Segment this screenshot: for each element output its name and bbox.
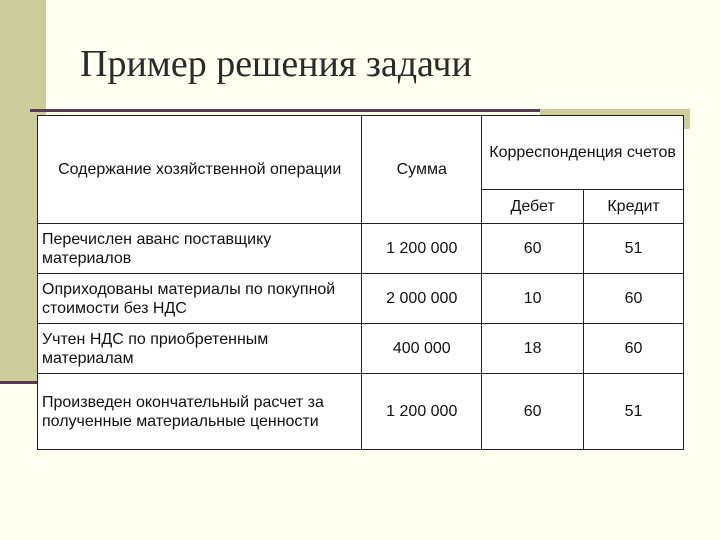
row-operation: Учтен НДС по приобретенным материалам (38, 324, 362, 374)
row-debit: 18 (482, 324, 584, 374)
header-operation: Содержание хозяйственной операции (38, 116, 362, 224)
row-sum: 2 000 000 (362, 274, 482, 324)
row-debit: 10 (482, 274, 584, 324)
table-row (38, 374, 684, 450)
row-operation: Произведен окончательный расчет за полученные материальные ценности (38, 374, 362, 450)
table-row (38, 274, 684, 324)
row-sum: 1 200 000 (362, 224, 482, 274)
row-credit: 60 (584, 324, 684, 374)
table-row (38, 224, 684, 274)
row-debit: 60 (482, 224, 584, 274)
header-credit: Кредит (584, 190, 684, 224)
row-debit: 60 (482, 374, 584, 450)
row-operation: Оприходованы материалы по покупной стоимости без НДС (38, 274, 362, 324)
slide-title: Пример решения задачи (80, 43, 472, 85)
row-credit: 51 (584, 374, 684, 450)
row-credit: 51 (584, 224, 684, 274)
row-credit: 60 (584, 274, 684, 324)
header-correspondence: Корреспонденция счетов (482, 116, 684, 190)
table-row (38, 324, 684, 374)
transactions-table (37, 115, 684, 450)
row-operation: Перечислен аванс поставщику материалов (38, 224, 362, 274)
row-sum: 400 000 (362, 324, 482, 374)
header-sum: Сумма (362, 116, 482, 224)
row-sum: 1 200 000 (362, 374, 482, 450)
header-debit: Дебет (482, 190, 584, 224)
